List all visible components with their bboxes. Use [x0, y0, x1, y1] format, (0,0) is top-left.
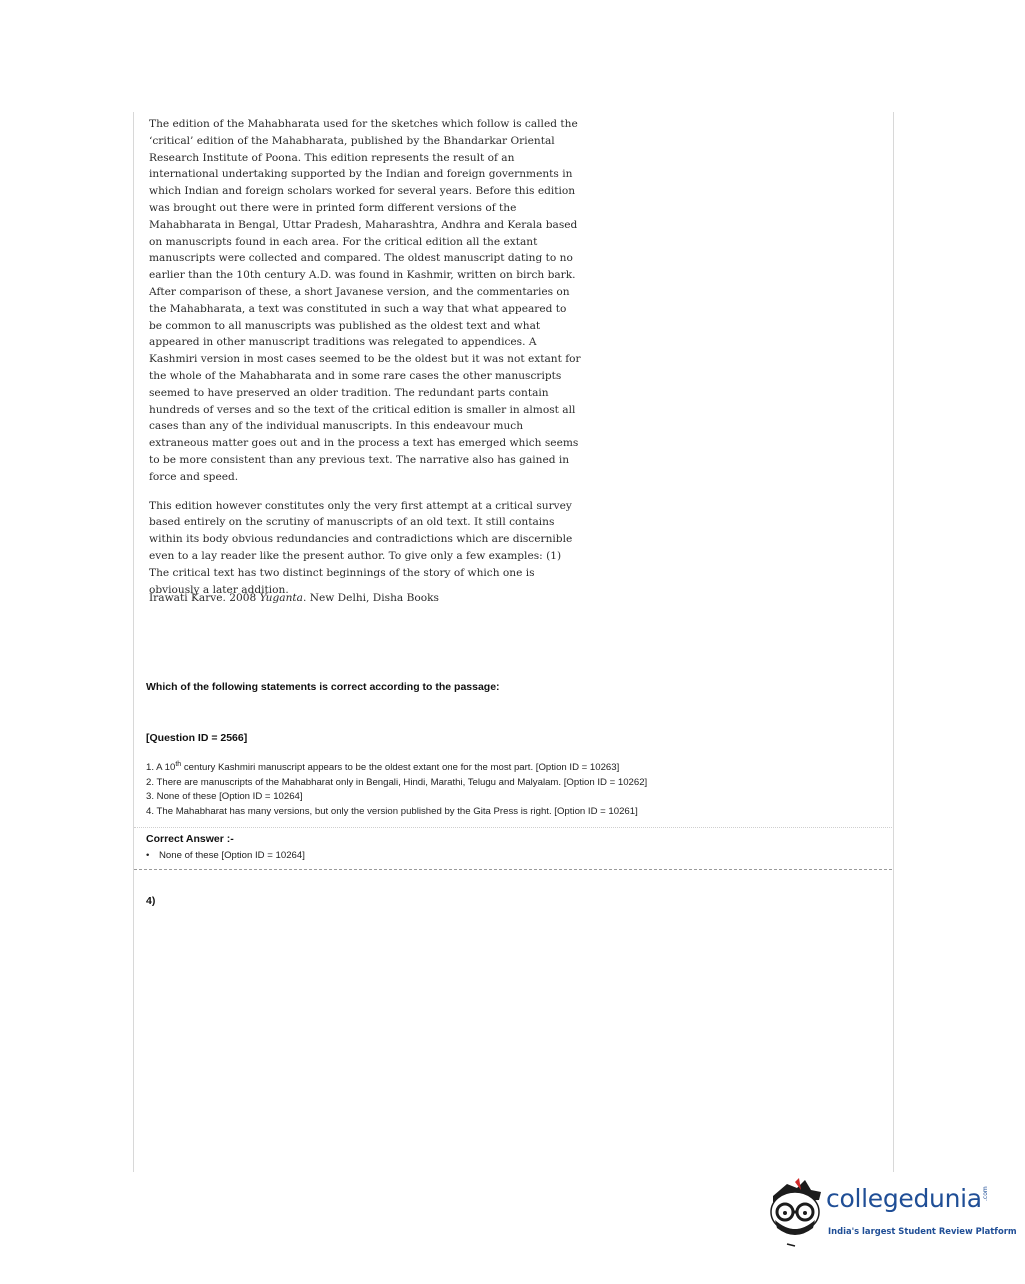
option-2: 2. There are manuscripts of the Mahabharat only in Bengali, Hindi, Marathi, Telugu and Malyalam. [Option ID = 10262]	[146, 776, 648, 788]
divider-dotted	[134, 827, 892, 828]
passage-paragraph-1: The edition of the Mahabharata used for the sketches which follow is called the ‘critical’ edition of the Mahabharata, published by the Bhandarkar Oriental Research Institute of Poona. This edition represents the result of an international undertaking supported by the Indian and foreign governments in which Indian and foreign scholars worked for several years. Before this edition was brought out there were in printed form different versions of the Mahabharata in Bengal, Uttar Pradesh, Maharashtra, Andhra and Kerala based on manuscripts found in each area. For the critical edition all the extant manuscripts were collected and compared. The oldest manuscript dating to no earlier than the 10th century A.D. was found in Kashmir, written on birch bark. After comparison of these, a short Javanese version, and the commentaries on the Mahabharata, a text was constituted in such a way that what appeared to be common to all manuscripts was published as the oldest text and what appeared in other manuscript traditions was relegated to appendices. A Kashmiri version in most cases seemed to be the oldest but it was not extant for the whole of the Mahabharata and in some rare cases the other manuscripts seemed to have preserved an older tradition. The redundant parts contain hundreds of verses and so the text of the critical edition is smaller in almost all cases than any of the individual manuscripts. In this endeavour much extraneous matter goes out and in the process a text has emerged which seems to be more consistent than any previous text. The narrative also has gained in force and speed.	[149, 118, 581, 483]
citation-prefix: Irawati Karve. 2008	[149, 592, 260, 604]
option-1	[146, 758, 647, 776]
question-number: 4)	[146, 895, 156, 907]
option-4: 4. The Mahabharat has many versions, but only the version published by the Gita Press is right. [Option ID = 10261]	[146, 805, 638, 817]
option-1-superscript: th	[175, 761, 182, 768]
citation	[149, 592, 439, 604]
citation-title: Yuganta	[259, 592, 303, 604]
question-text: Which of the following statements is correct according to the passage:	[146, 681, 500, 693]
bullet-icon: •	[146, 850, 150, 861]
option-1-prefix: 1. A 10	[146, 762, 176, 774]
brand-name: collegedunia	[826, 1184, 982, 1213]
correct-answer	[146, 850, 305, 861]
question-id: [Question ID = 2566]	[146, 732, 248, 744]
options-list	[146, 758, 647, 819]
citation-suffix: . New Delhi, Disha Books	[302, 592, 439, 604]
passage-paragraph-2: This edition however constitutes only the very first attempt at a critical survey based entirely on the scrutiny of manuscripts of an old text. It still contains within its body obvious redundancies and contradictions which are discernible even to a lay reader like the present author. To give only a few examples: (1) The critical text has two distinct beginnings of the story of which one is obviously a later addition.	[149, 499, 573, 596]
correct-answer-value: None of these [Option ID = 10264]	[159, 850, 305, 861]
brand-tagline: India's largest Student Review Platform	[828, 1226, 1017, 1236]
brand-domain: .com	[982, 1186, 989, 1201]
passage	[149, 116, 581, 610]
divider-dashed	[134, 869, 892, 870]
option-1-suffix: century Kashmiri manuscript appears to be the oldest extant one for the most part. [Option ID = 10263]	[181, 762, 620, 774]
correct-answer-label: Correct Answer :-	[146, 833, 234, 845]
option-3: 3. None of these [Option ID = 10264]	[146, 791, 303, 803]
